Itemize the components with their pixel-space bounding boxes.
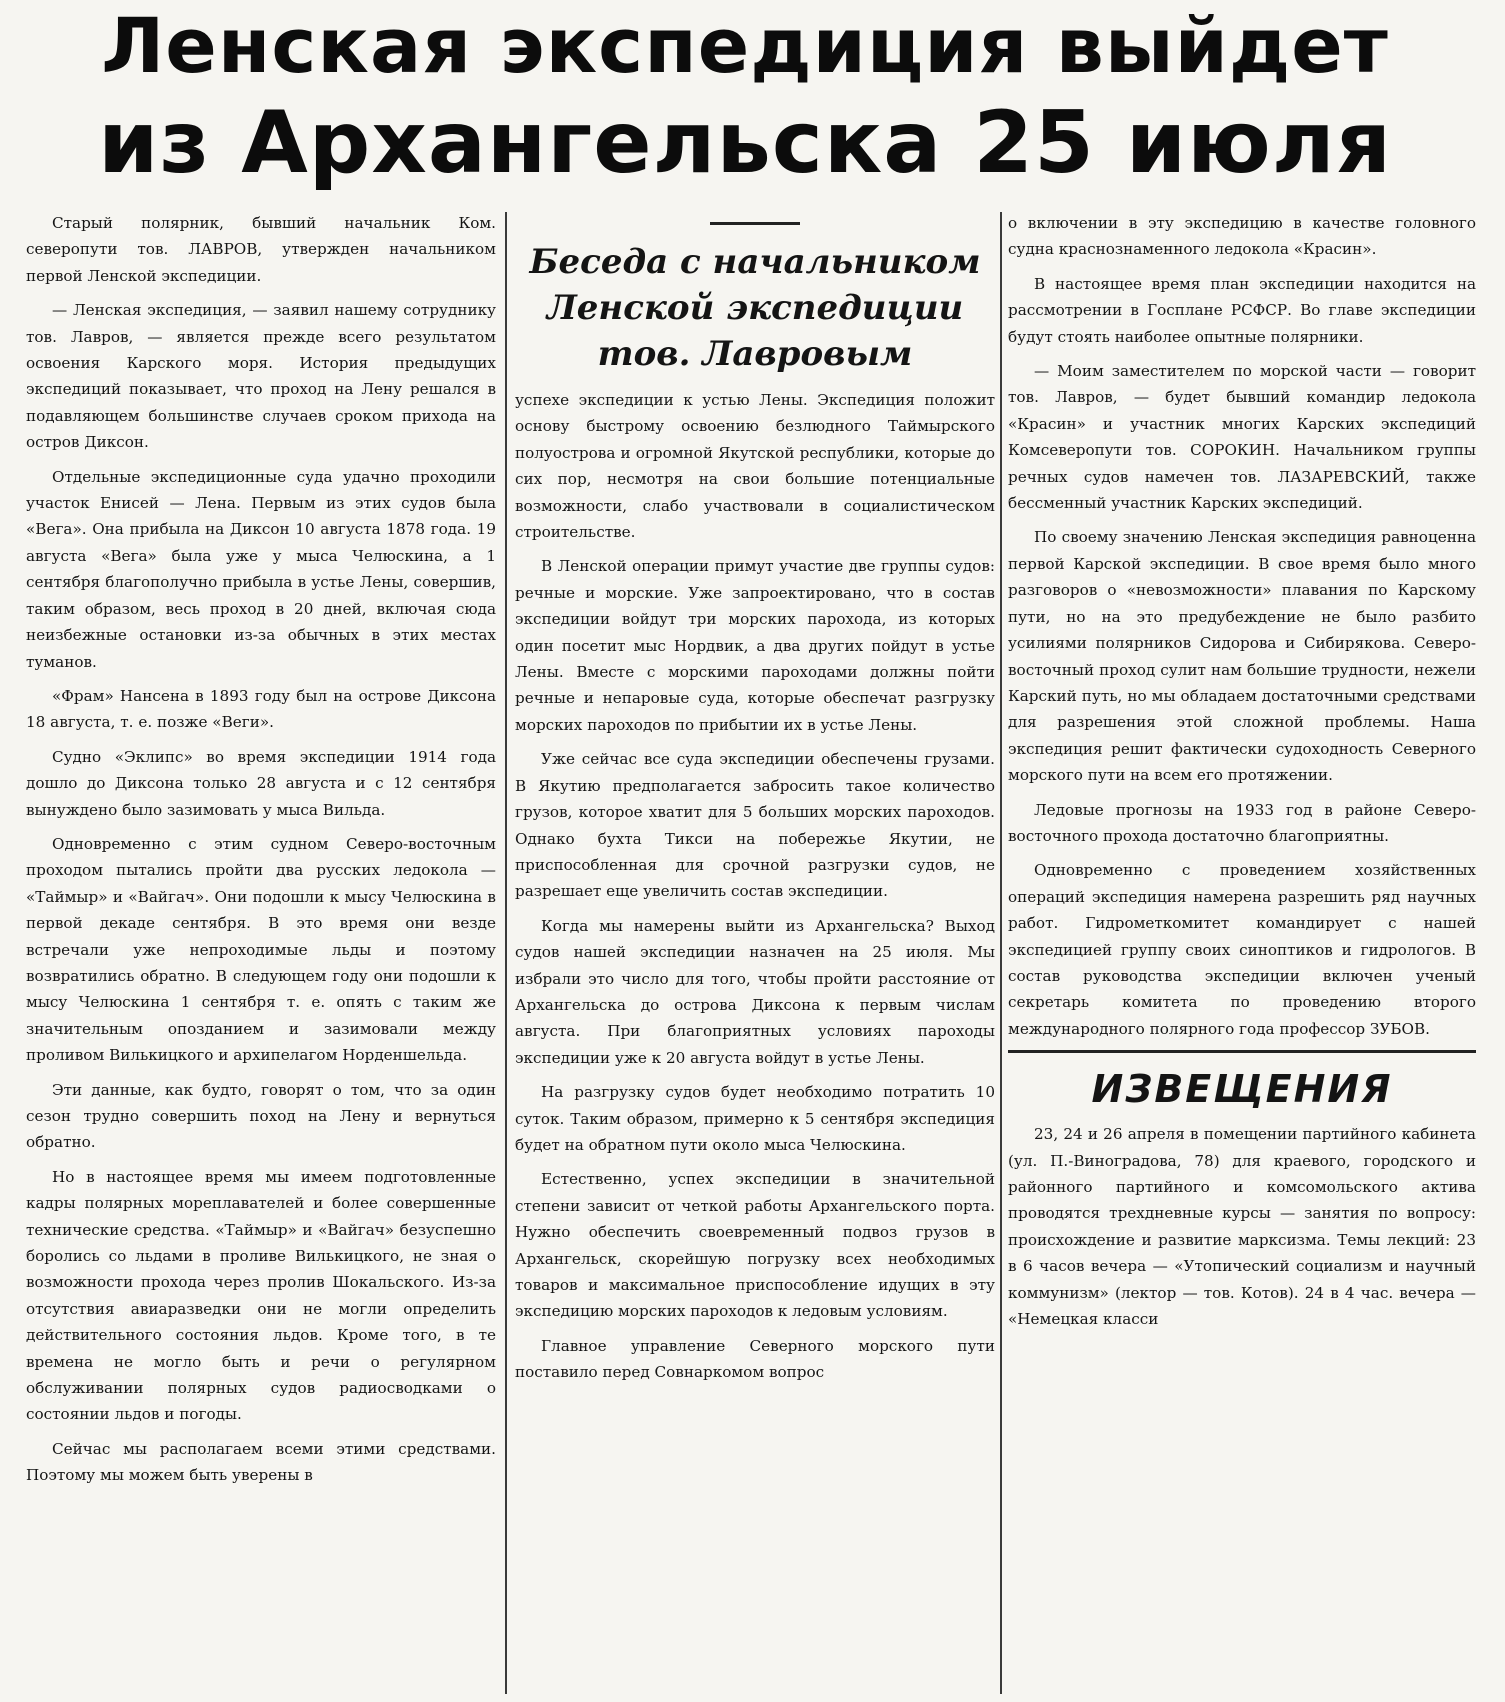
paragraph: На разгрузку судов будет необходимо потратить 10 суток. Таким образом, примерно к 5 сентября экспедиция будет на обратном пути около мыса Челюскина. (515, 1083, 995, 1154)
paragraph: В настоящее время план экспедиции находится на рассмотрении в Госплане РСФСР. Во главе экспедиции будут стоять наиболее опытные полярники. (1008, 274, 1476, 346)
paragraph: о включении в эту экспедицию в качестве головного судна краснознаменного ледокола «Красин». (1008, 214, 1476, 259)
paragraph: Эти данные, как будто, говорят о том, что за один сезон трудно совершить поход на Лену и вернуться обратно. (26, 1080, 496, 1152)
paragraph: успехе экспедиции к устью Лены. Экспедиция положит основу быстрому освоению безлюдного Таймырского полуострова и огромной Якутской республики, которые до сих пор, несмотря на свои большие потенциальные возможности, слабо участвовали в социалистическом строительстве. (515, 391, 995, 542)
headline-line-1: Ленская экспедиция выйдет (101, 1, 1389, 90)
notices-title: ИЗВЕЩЕНИЯ (1091, 1067, 1393, 1112)
column-divider-2 (1000, 212, 1002, 1694)
column-1 (26, 210, 496, 1698)
paragraph: Одновременно с этим судном Северо-восточным проходом пытались пройти два русских ледокола — «Таймыр» и «Вайгач». Они подошли к мысу Челюскина в первой декаде сентября. В это время они везде встречали уже непроходимые льды и поэтому возвратились обратно. В следующем году они подошли к мысу Челюскина 1 сентября т. е. опять с таким же значительным опозданием и зазимовали между проливом Вилькицкого и архипелагом Норденшельда. (26, 834, 496, 1065)
column-divider-1 (505, 212, 507, 1694)
paragraph: «Фрам» Нансена в 1893 году был на острове Диксона 18 августа, т. е. позже «Веги». (26, 686, 496, 732)
paragraph: Главное управление Северного морского пути поставило перед Совнаркомом вопрос (515, 1336, 995, 1382)
paragraph: Ледовые прогнозы на 1933 год в районе Северо-восточного прохода достаточно благоприятны. (1008, 800, 1476, 845)
headline-line-2: из Архангельска 25 июля (98, 93, 1392, 193)
paragraph: Старый полярник, бывший начальник Ком. северопути тов. ЛАВРОВ, утвержден начальником первой Ленской экспедиции. (26, 214, 496, 285)
notices-divider (1008, 1050, 1476, 1053)
paragraph: Когда мы намерены выйти из Архангельска? Выход судов нашей экспедиции назначен на 25 июля. Мы избрали это число для того, чтобы пройти расстояние от Архангельска до острова Диксона к первым числам августа. При благоприятных условиях пароходы экспедиции уже к 20 августа войдут в устье Лены. (515, 916, 995, 1067)
paragraph: Отдельные экспедиционные суда удачно проходили участок Енисей — Лена. Первым из этих судов была «Вега». Она прибыла на Диксон 10 августа 1878 года. 19 августа «Вега» была уже у мыса Челюскина, а 1 сентября благополучно прибыла в устье Лены, совершив, таким образом, весь проход в 20 дней, включая сюда неизбежные остановки из-за обычных в этих местах туманов. (26, 467, 496, 671)
paragraph: По своему значению Ленская экспедиция равноценна первой Карской экспедиции. В свое время было много разговоров о «невозможности» плавания по Карскому пути, но на это предубеждение не было разбито усилиями полярников Сидорова и Сибирякова. Северо-восточный проход сулит нам большие трудности, нежели Карский путь, но мы обладаем достаточными средствами для разрешения этой сложной проблемы. Наша экспедиция решит фактически судоходность Северного морского пути на всем его протяжении. (1008, 528, 1476, 785)
paragraph: — Моим заместителем по морской части — говорит тов. Лавров, — будет бывший командир ледокола «Красин» и участник многих Карских экспедиций Комсеверопути тов. СОРОКИН. Начальником группы речных судов намечен тов. ЛАЗАРЕВСКИЙ, также бессменный участник Карских экспедиций. (1008, 362, 1476, 513)
paragraph: Судно «Эклипс» во время экспедиции 1914 года дошло до Диксона только 28 августа и с 12 сентября вынуждено было зазимовать у мыса Вильда. (26, 747, 496, 819)
column-3 (1008, 210, 1476, 1698)
paragraph: Естественно, успех экспедиции в значительной степени зависит от четкой работы Архангельского порта. Нужно обеспечить своевременный подвоз грузов в Архангельск, скорейшую погрузку всех необходимых товаров и максимальное приспособление идущих в эту экспедицию морских пароходов к ледовым условиям. (515, 1170, 995, 1321)
paragraph: — Ленская экспедиция, — заявил нашему сотруднику тов. Лавров, — является прежде всего результатом освоения Карского моря. История предыдущих экспедиций показывает, что проход на Лену решался в подавляющем большинстве случаев сроком прихода на остров Диксон. (26, 301, 496, 452)
paragraph: Но в настоящее время мы имеем подготовленные кадры полярных мореплавателей и более совершенные технические средства. «Таймыр» и «Вайгач» безуспешно боролись со льдами в проливе Вилькицкого, не зная о возможности прохода через пролив Шокальского. Из-за отсутствия авиаразведки они не могли определить действительного состояния льдов. Кроме того, в те времена не могло быть и речи о регулярном обслуживании полярных судов радиосводками о состоянии льдов и погоды. (26, 1167, 496, 1424)
interview-title: Беседа с начальником Ленской экспедиции тов. Лавровым (529, 242, 981, 374)
paragraph: Сейчас мы располагаем всеми этими средствами. Поэтому мы можем быть уверены в (26, 1439, 496, 1485)
notices-text: 23, 24 и 26 апреля в помещении партийного кабинета (ул. П.-Виноградова, 78) для краевого, городского и районного партийного и комсомольского актива проводятся трехдневные курсы — занятия по вопросу: происхождение и развитие марксизма. Темы лекций: 23 в 6 часов вечера — «Утопический социализм и научный коммунизм» (лектор — тов. Котов). 24 в 4 час. вечера — «Немецкая класси (1008, 1125, 1476, 1329)
paragraph: В Ленской операции примут участие две группы судов: речные и морские. Уже запроектировано, что в состав экспедиции войдут три морских парохода, из которых один посетит мыс Нордвик, а два других пойдут в устье Лены. Вместе с морскими пароходами должны пойти речные и непаровые суда, которые обеспечат разгрузку морских пароходов по прибытии их в устье Лены. (515, 557, 995, 734)
title-dash-divider (710, 222, 800, 225)
column-2 (515, 210, 995, 1698)
paragraph: Уже сейчас все суда экспедиции обеспечены грузами. В Якутию предполагается забросить такое количество грузов, которое хватит для 5 больших морских пароходов. Однако бухта Тикси на побережье Якутии, не приспособленная для срочной разгрузки судов, не разрешает еще увеличить состав экспедиции. (515, 750, 995, 901)
paragraph: Одновременно с проведением хозяйственных операций экспедиция намерена разрешить ряд научных работ. Гидрометкомитет командирует с нашей экспедицией группу своих синоптиков и гидрологов. В состав руководства экспедиции включен ученый секретарь комитета по проведению второго международного полярного года профессор ЗУБОВ. (1008, 861, 1476, 1038)
